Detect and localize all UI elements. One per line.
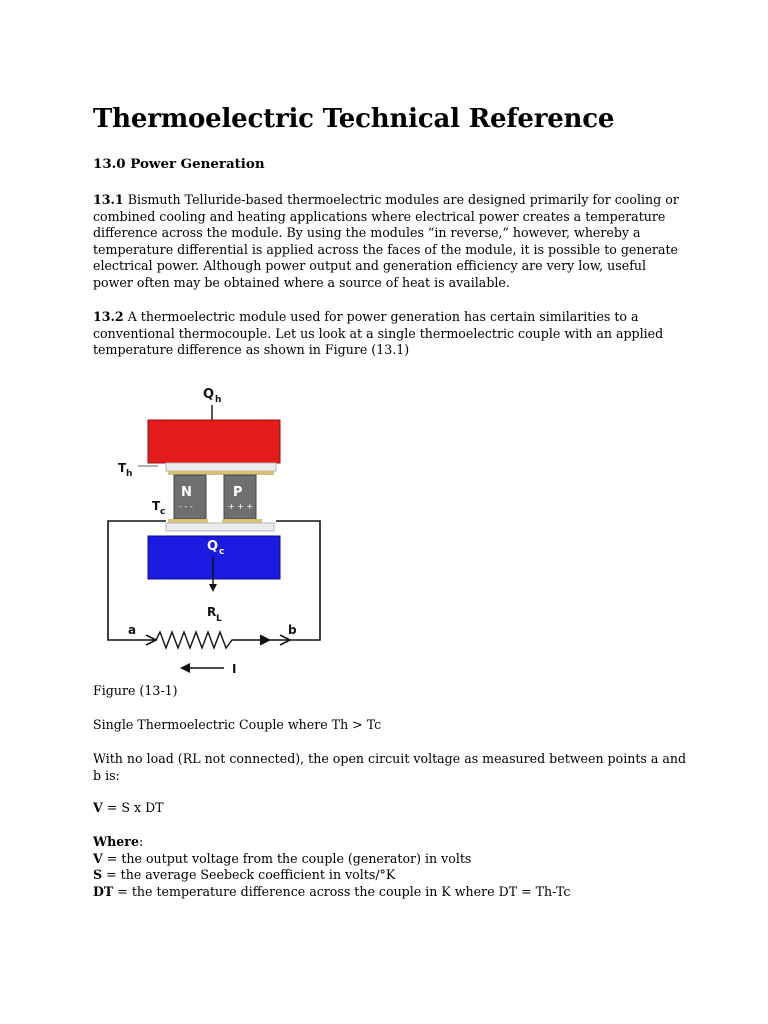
tc-subscript: c bbox=[160, 507, 166, 517]
paragraph-text: A thermoelectric module used for power generation has certain similarities to a conventional thermocouple. Let us look at a single thermoelectric couple with an applied temperature difference as shown in Figure (13.1) bbox=[93, 309, 664, 358]
paragraph-13-1 bbox=[93, 192, 683, 292]
qc-label: Q bbox=[207, 539, 219, 554]
definition-item bbox=[93, 884, 570, 901]
paragraph-text: Bismuth Telluride-based thermoelectric modules are designed primarily for cooling or combined cooling and heating applications where electrical power creates a temperature difference across the module. By using the modules “in reverse,” however, whereby a temperature differential is applied across the faces of the module, it is possible to generate electrical power. Although power output and generation efficiency are very low, useful power often may be obtained where a source of heat is available. bbox=[93, 192, 679, 290]
cold-solder-n bbox=[168, 519, 208, 523]
definition-symbol: V bbox=[93, 850, 103, 866]
figure-caption: Figure (13-1) bbox=[93, 683, 178, 698]
tc-label: T bbox=[152, 499, 161, 513]
formula-lhs: V bbox=[93, 800, 103, 815]
qc-arrowhead bbox=[209, 584, 217, 592]
point-b-label: b bbox=[288, 623, 297, 637]
section-heading: 13.0 Power Generation bbox=[93, 156, 265, 172]
figure-subcaption: Single Thermoelectric Couple where Th > Tc bbox=[93, 717, 382, 732]
definition-item bbox=[93, 867, 570, 884]
n-label: N bbox=[181, 485, 192, 500]
voltage-formula bbox=[93, 800, 164, 817]
th-subscript: h bbox=[126, 469, 133, 479]
point-a-label: a bbox=[128, 623, 137, 637]
rl-label: R bbox=[207, 605, 217, 619]
where-heading bbox=[93, 834, 570, 851]
thermocouple-diagram bbox=[100, 378, 330, 678]
formula-rhs: = S x DT bbox=[102, 800, 164, 815]
definition-text: = the average Seebeck coefficient in volts/°K bbox=[102, 867, 396, 883]
th-label: T bbox=[118, 461, 127, 475]
definition-text: = the output voltage from the couple (generator) in volts bbox=[102, 850, 472, 866]
no-load-paragraph: With no load (RL not connected), the open circuit voltage as measured between points a and b is: bbox=[93, 751, 687, 783]
hot-junction-strip bbox=[166, 463, 276, 471]
right-wire bbox=[276, 521, 320, 640]
paragraph-13-2 bbox=[93, 309, 683, 359]
cold-solder-p bbox=[222, 519, 262, 523]
page-title: Thermoelectric Technical Reference bbox=[93, 104, 615, 134]
p-label: P bbox=[233, 485, 243, 500]
hot-solder bbox=[168, 471, 274, 475]
current-arrow-right bbox=[260, 635, 270, 645]
where-block bbox=[93, 834, 570, 900]
p-charges: + + + bbox=[228, 502, 254, 511]
qc-subscript: c bbox=[219, 547, 225, 557]
paragraph-number: 13.2 bbox=[93, 309, 124, 324]
thermocouple-figure bbox=[100, 378, 330, 678]
definition-symbol: DT bbox=[93, 883, 114, 899]
n-charges: - - - bbox=[179, 502, 193, 511]
current-label: I bbox=[232, 662, 237, 676]
paragraph-number: 13.1 bbox=[93, 192, 124, 207]
definition-item bbox=[93, 851, 570, 868]
hot-plate bbox=[148, 420, 280, 463]
definition-symbol: S bbox=[93, 867, 103, 883]
rl-subscript: L bbox=[216, 614, 222, 624]
definition-text: = the temperature difference across the couple in K where DT = Th-Tc bbox=[113, 883, 571, 899]
current-arrowhead bbox=[180, 663, 190, 673]
cold-junction-strip bbox=[166, 523, 274, 531]
where-colon: : bbox=[138, 834, 144, 849]
where-label: Where bbox=[93, 834, 139, 849]
qh-subscript: h bbox=[215, 395, 222, 405]
qh-label: Q bbox=[203, 387, 215, 402]
